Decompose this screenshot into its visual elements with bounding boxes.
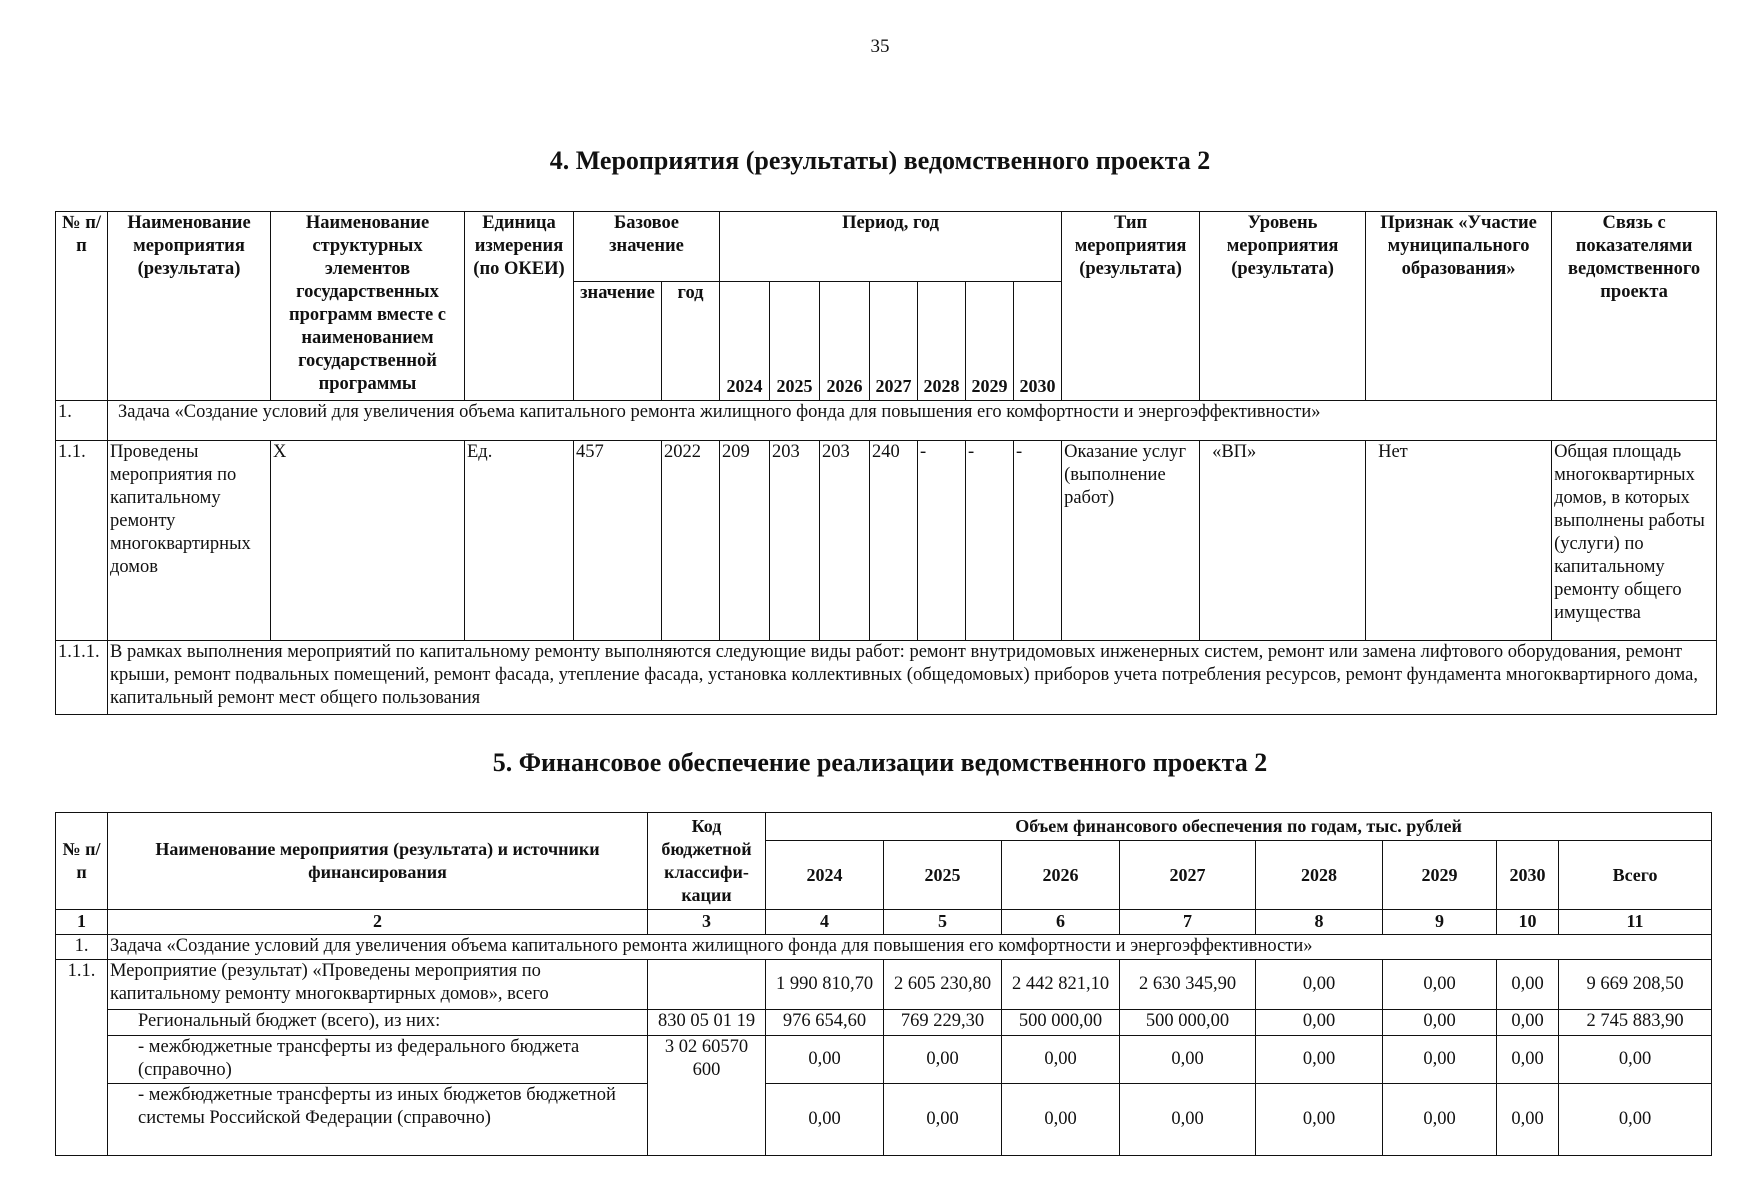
fin-row-num: 1.1. (56, 960, 108, 1156)
fin-row-kbk: 3 02 60570 600 (648, 1036, 766, 1156)
fin-value: 2 630 345,90 (1120, 960, 1256, 1010)
column-number: 11 (1559, 910, 1712, 935)
fin-value: 769 229,30 (884, 1010, 1002, 1036)
task-num: 1. (56, 401, 108, 441)
fin-value: 0,00 (1497, 1036, 1559, 1084)
column-number: 7 (1120, 910, 1256, 935)
fin-header-year: 2025 (884, 841, 1002, 910)
fin-value: 0,00 (1497, 1010, 1559, 1036)
measure-value: 203 (770, 441, 820, 641)
fin-value: 0,00 (1120, 1084, 1256, 1156)
header-base: Базовое значение (574, 212, 720, 282)
measure-value: - (1014, 441, 1062, 641)
fin-value: 0,00 (884, 1084, 1002, 1156)
fin-row-other (56, 1084, 1712, 1156)
fin-value: 0,00 (766, 1036, 884, 1084)
header-year: 2028 (918, 282, 966, 401)
fin-header-year: 2027 (1120, 841, 1256, 910)
header-year: 2025 (770, 282, 820, 401)
header-base-value: значение (574, 282, 662, 401)
financing-table (55, 812, 1712, 1156)
fin-value: 0,00 (1383, 1036, 1497, 1084)
fin-value-total: 0,00 (1559, 1084, 1712, 1156)
measures-table (55, 211, 1717, 715)
column-number: 1 (56, 910, 108, 935)
fin-row-kbk (648, 960, 766, 1010)
measure-type: Оказание услуг (выполнение работ) (1062, 441, 1200, 641)
fin-header-year: 2028 (1256, 841, 1383, 910)
fin-task-num: 1. (56, 935, 108, 960)
fin-value-total: 9 669 208,50 (1559, 960, 1712, 1010)
fin-header-num: № п/п (56, 813, 108, 910)
column-number: 5 (884, 910, 1002, 935)
measure-name: Проведены мероприятия по капитальному ремонту многоквартирных домов (108, 441, 271, 641)
fin-header-kbk: Код бюджетной классифи-кации (648, 813, 766, 910)
header-year: 2030 (1014, 282, 1062, 401)
header-unit: Единица измерения (по ОКЕИ) (465, 212, 574, 401)
fin-value: 500 000,00 (1002, 1010, 1120, 1036)
fin-value: 500 000,00 (1120, 1010, 1256, 1036)
page-number: 35 (870, 36, 890, 57)
column-number: 10 (1497, 910, 1559, 935)
fin-value: 0,00 (1497, 960, 1559, 1010)
fin-header-total: Всего (1559, 841, 1712, 910)
fin-row-name: Мероприятие (результат) «Проведены мероприятия по капитальному ремонту многоквартирных домов», всего (108, 960, 648, 1010)
measure-link: Общая площадь многоквартирных домов, в которых выполнены работы (услуги) по капитальному ремонту общего имущества (1552, 441, 1717, 641)
header-year: 2026 (820, 282, 870, 401)
fin-value: 0,00 (1383, 1010, 1497, 1036)
fin-header-name: Наименование мероприятия (результата) и источники финансирования (108, 813, 648, 910)
header-year: 2029 (966, 282, 1014, 401)
measure-row (56, 441, 1717, 641)
header-type: Тип мероприятия (результата) (1062, 212, 1200, 401)
column-number: 3 (648, 910, 766, 935)
header-num: № п/п (56, 212, 108, 401)
measure-base-value: 457 (574, 441, 662, 641)
fin-value: 0,00 (1002, 1084, 1120, 1156)
header-structural-elements: Наименование структурных элементов государственных программ вместе с наименованием государственной программы (271, 212, 465, 401)
fin-task-text: Задача «Создание условий для увеличения объема капитального ремонта жилищного фонда для повышения его комфортности и энергоэффективности» (108, 935, 1712, 960)
fin-value: 0,00 (1497, 1084, 1559, 1156)
measure-base-year: 2022 (662, 441, 720, 641)
fin-header-volume: Объем финансового обеспечения по годам, тыс. рублей (766, 813, 1712, 841)
note-num: 1.1.1. (56, 641, 108, 715)
measure-level: «ВП» (1200, 441, 1366, 641)
fin-row-federal (56, 1036, 1712, 1084)
fin-value: 0,00 (1383, 1084, 1497, 1156)
fin-value: 0,00 (1256, 1036, 1383, 1084)
fin-value: 2 442 821,10 (1002, 960, 1120, 1010)
header-level: Уровень мероприятия (результата) (1200, 212, 1366, 401)
header-base-year: год (662, 282, 720, 401)
measure-value: - (918, 441, 966, 641)
fin-value-total: 2 745 883,90 (1559, 1010, 1712, 1036)
fin-row-name: - межбюджетные трансферты из федерального бюджета (справочно) (108, 1036, 648, 1084)
fin-header-year: 2029 (1383, 841, 1497, 910)
header-link: Связь с показателями ведомственного проекта (1552, 212, 1717, 401)
fin-row-kbk: 830 05 01 19 (648, 1010, 766, 1036)
measure-struct: X (271, 441, 465, 641)
fin-header-year: 2030 (1497, 841, 1559, 910)
header-year: 2024 (720, 282, 770, 401)
fin-value: 0,00 (1383, 960, 1497, 1010)
measure-value: 240 (870, 441, 918, 641)
fin-value: 0,00 (884, 1036, 1002, 1084)
measure-value: - (966, 441, 1014, 641)
fin-value: 0,00 (766, 1084, 884, 1156)
measure-municipal-sign: Нет (1366, 441, 1552, 641)
fin-row-name: - межбюджетные трансферты из иных бюджетов бюджетной системы Российской Федерации (справочно) (108, 1084, 648, 1156)
fin-value: 0,00 (1256, 1010, 1383, 1036)
header-measure-name: Наименование мероприятия (результата) (108, 212, 271, 401)
fin-task-row (56, 935, 1712, 960)
column-number: 6 (1002, 910, 1120, 935)
header-period: Период, год (720, 212, 1062, 282)
task-row (56, 401, 1717, 441)
fin-value: 0,00 (1120, 1036, 1256, 1084)
column-number: 4 (766, 910, 884, 935)
section-4-title: 4. Мероприятия (результаты) ведомственного проекта 2 (549, 146, 1211, 175)
measure-value: 203 (820, 441, 870, 641)
section-5-title: 5. Финансовое обеспечение реализации ведомственного проекта 2 (492, 748, 1268, 777)
header-municipal-sign: Признак «Участие муниципального образования» (1366, 212, 1552, 401)
note-row (56, 641, 1717, 715)
column-numbers-row (56, 910, 1712, 935)
column-number: 8 (1256, 910, 1383, 935)
fin-header-year: 2026 (1002, 841, 1120, 910)
fin-row-total (56, 960, 1712, 1010)
column-number: 9 (1383, 910, 1497, 935)
measure-unit: Ед. (465, 441, 574, 641)
fin-value: 976 654,60 (766, 1010, 884, 1036)
fin-value: 0,00 (1002, 1036, 1120, 1084)
fin-value-total: 0,00 (1559, 1036, 1712, 1084)
fin-value: 2 605 230,80 (884, 960, 1002, 1010)
fin-header-year: 2024 (766, 841, 884, 910)
task-text: Задача «Создание условий для увеличения объема капитального ремонта жилищного фонда для повышения его комфортности и энергоэффективности» (108, 401, 1717, 441)
fin-value: 1 990 810,70 (766, 960, 884, 1010)
measure-num: 1.1. (56, 441, 108, 641)
header-year: 2027 (870, 282, 918, 401)
fin-value: 0,00 (1256, 1084, 1383, 1156)
fin-value: 0,00 (1256, 960, 1383, 1010)
column-number: 2 (108, 910, 648, 935)
fin-row-name: Региональный бюджет (всего), из них: (108, 1010, 648, 1036)
measure-value: 209 (720, 441, 770, 641)
note-text: В рамках выполнения мероприятий по капитальному ремонту выполняются следующие виды работ: ремонт внутридомовых инженерных систем, ремонт или замена лифтового оборудования, ремонт крыши, ремонт подвальных помещений, ремонт фасада, утепление фасада, установка коллективных (общедомовых) приборов учета потребления ресурсов, ремонт фундамента многоквартирного дома, капитальный ремонт мест общего пользования (108, 641, 1717, 715)
fin-row-regional (56, 1010, 1712, 1036)
